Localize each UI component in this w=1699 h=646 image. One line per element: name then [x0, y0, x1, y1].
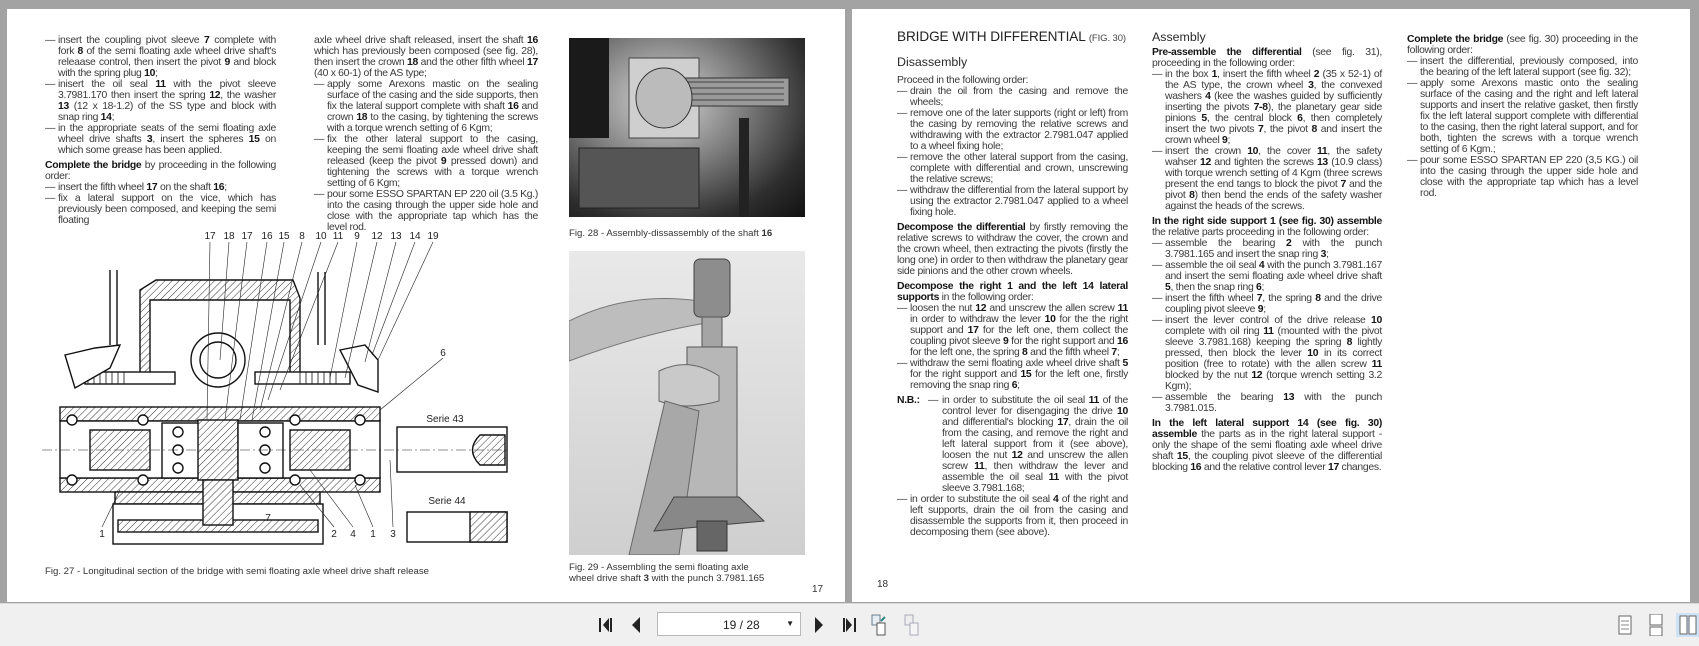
pdf-viewer-toolbar — [0, 603, 1699, 646]
dash-bullet: — — [1152, 293, 1163, 304]
bold-reference: 12 — [1199, 157, 1211, 168]
text-run: (40 x 60-1) of the AS type; — [314, 68, 427, 79]
bold-reference: 7 — [1258, 124, 1264, 135]
text-run: pour some ESSO SPARTAN EP 220 (3,5 KG.) oil into the casing through the upper side hole and close with the appropriate tap which has a level rod. — [1420, 155, 1638, 199]
text-run: in the appropriate seats of the semi floating axle wheel drive shafts — [58, 123, 276, 145]
text-run: for the left one, them collect the coupling pivot sleeve — [910, 325, 1129, 347]
bold-reference: 17 — [527, 57, 538, 68]
dash-bullet: — — [1152, 69, 1163, 80]
bold-reference: 18 — [356, 112, 368, 123]
text-run: , the spring — [1262, 293, 1316, 304]
bold-reference: Decompose the differential — [897, 222, 1026, 233]
list-item — [1152, 69, 1382, 146]
chevron-down-icon: ▼ — [786, 619, 794, 628]
text-run: with the pivot sleeve 3.7981.170 then insert the spring — [58, 79, 276, 101]
dash-bullet: — — [45, 193, 56, 204]
callout: 11 — [332, 231, 344, 242]
text-run: on the shaft — [157, 182, 214, 193]
text-run: ; — [1017, 380, 1020, 391]
text-run: , the pivot — [1263, 124, 1312, 135]
callout: 17 — [204, 231, 216, 242]
paragraph — [1152, 216, 1382, 238]
bold-reference: In the left lateral support 14 (see fig. 30) assemble — [1152, 418, 1382, 440]
list-item — [897, 494, 1128, 538]
bold-reference: 10 — [1371, 315, 1382, 326]
bold-reference: 7 — [1111, 347, 1117, 358]
callout: 2 — [331, 529, 337, 540]
dash-bullet: — — [928, 395, 939, 406]
text-run: in order to withdraw the lever — [910, 314, 1045, 325]
text-run: and differential's blocking — [942, 417, 1058, 428]
callout: 13 — [390, 231, 402, 242]
text-run: axle wheel drive shaft released, insert the shaft — [314, 35, 528, 46]
bold-reference: 7 — [1256, 293, 1263, 304]
dash-bullet: — — [1407, 155, 1418, 166]
text-run: and the fifth wheel — [1027, 347, 1112, 358]
fig-27-caption: Fig. 27 - Longitudinal section of the bridge with semi floating axle wheel drive shaft release — [45, 566, 429, 577]
bold-reference: 8 — [1346, 337, 1353, 348]
bold-reference: 6 — [1297, 113, 1303, 124]
callout: 15 — [278, 231, 290, 242]
bold-reference: 12 — [975, 303, 987, 314]
paragraph — [897, 222, 1128, 277]
bold-reference: 15 — [1176, 451, 1188, 462]
text-run: insert the fifth wheel — [1165, 293, 1257, 304]
text-run: in order to substitute the oil seal — [910, 494, 1054, 505]
text-run: in the following order: — [939, 292, 1034, 303]
bold-reference: 5 — [1122, 358, 1128, 369]
text-run: and tighten the screws — [1210, 157, 1317, 168]
bold-reference: 11 — [1263, 326, 1274, 337]
text-run: with the punch 3.7981.015. — [1165, 392, 1382, 414]
continuous-view-icon — [1649, 614, 1663, 636]
text-run: ) then bend the ends of the safety washer against the heads of the screws. — [1165, 190, 1382, 212]
dash-bullet: — — [897, 86, 908, 97]
text-run: ; — [155, 68, 158, 79]
text-run: remove one of the later supports (right or left) from the casing by removing the relative screws and withdrawing with the extractor 2.7981.047 applied to a wheel fixing hole; — [910, 108, 1128, 152]
page-number-18: 18 — [877, 579, 889, 590]
text-run: ; — [1263, 304, 1266, 315]
bold-reference: 3 — [146, 134, 153, 145]
text-run: (mounted with the pivot sleeve 3.7981.168) keeping the spring — [1165, 326, 1382, 348]
callout: 6 — [440, 348, 446, 359]
bold-reference: 16 — [527, 35, 538, 46]
bold-reference: 10 — [1117, 406, 1128, 417]
bold-reference: 9 — [224, 57, 230, 68]
list-item — [1407, 56, 1638, 78]
list-item — [1152, 238, 1382, 260]
text-run: in its correct position (free to rotate) with the allen screw — [1165, 348, 1382, 370]
text-run: (kee the washes guided by sufficiently inserting the pivots — [1165, 91, 1382, 113]
section-title — [897, 29, 1126, 44]
text-run: ; — [1227, 135, 1231, 146]
text-run: to the casing, by tightening the screws with a torque wrench setting of 6 Kgm; — [327, 112, 538, 134]
text-run: for the right support and — [1008, 336, 1118, 347]
bold-reference: 10 — [1307, 348, 1319, 359]
text-run: , then completely insert the two pivots — [1165, 113, 1382, 135]
bold-reference: 17 — [1328, 462, 1339, 473]
dash-bullet: — — [45, 182, 56, 193]
callout: 19 — [427, 231, 439, 242]
callout: 12 — [371, 231, 383, 242]
dash-bullet: — — [1152, 146, 1163, 157]
bold-reference: Decompose the right 1 and the left 14 lateral supports — [897, 281, 1128, 303]
callout: 8 — [299, 231, 305, 242]
bold-reference: 9 — [440, 156, 447, 167]
text-run: , the cover — [1258, 146, 1318, 157]
nota-bene — [897, 395, 1128, 494]
last-page-button[interactable] — [838, 615, 860, 635]
text-run: with the punch 3.7981.167 and insert the semi floating axle wheel drive shaft — [1165, 260, 1382, 282]
text-run: withdraw the differential from the lateral support by using the extractor 2.7981.047 applied to a wheel fixing hole. — [910, 185, 1128, 218]
first-page-icon — [597, 616, 615, 634]
dash-bullet: — — [1152, 315, 1163, 326]
bold-reference: 4 — [1258, 260, 1265, 271]
text-run: , insert the fifth wheel — [1217, 69, 1314, 80]
text-run: , then the snap ring — [1170, 282, 1257, 293]
bold-reference: 10 — [1247, 146, 1259, 157]
text-run: , the central block — [1206, 113, 1298, 124]
dash-bullet: — — [45, 123, 56, 134]
text-run: insert the coupling pivot sleeve — [58, 35, 204, 46]
bold-reference: 13 — [1316, 157, 1328, 168]
callout: 1 — [99, 529, 105, 540]
bold-reference: 16 — [1117, 336, 1128, 347]
bold-reference: 11 — [974, 461, 985, 472]
text-run: and unscrew the allen screw — [942, 450, 1129, 472]
bold-reference: 14 — [100, 112, 112, 123]
page-18 — [852, 9, 1690, 602]
right-text-column-2 — [1152, 47, 1382, 473]
text-run: , the washer — [220, 90, 276, 101]
bold-reference: 16 — [213, 182, 225, 193]
bold-reference: 6 — [1011, 380, 1018, 391]
paragraph — [897, 75, 1128, 86]
paragraph — [897, 281, 1128, 303]
callout: 9 — [354, 231, 360, 242]
bold-reference: 4 — [1053, 494, 1059, 505]
bold-reference: 2 — [1313, 69, 1320, 80]
go-back-icon — [871, 614, 889, 636]
first-page-button[interactable] — [596, 615, 616, 635]
text-run: assemble the bearing — [1165, 238, 1287, 249]
text-run: fix the other lateral support to the casing, keeping the semi floating axle wheel drive shaft released (keep the pivot — [327, 134, 538, 167]
text-run: ; — [1261, 282, 1265, 293]
bold-reference: 7-8 — [1253, 102, 1268, 113]
text-run: , the coupling pivot sleeve of the differential blocking — [1152, 451, 1382, 473]
serie-44-label: Serie 44 — [428, 496, 466, 507]
bold-reference: 8 — [1189, 190, 1195, 201]
bold-reference: 8 — [77, 46, 84, 57]
text-run: and block with the spring plug — [58, 57, 277, 79]
bold-reference: 10 — [144, 68, 156, 79]
right-text-column-3 — [1407, 34, 1638, 199]
section-title-text: BRIDGE WITH DIFFERENTIAL — [897, 29, 1086, 44]
paragraph — [1152, 47, 1382, 69]
text-run: for the right support and — [910, 369, 1021, 380]
list-item — [897, 86, 1128, 108]
callout: 7 — [265, 513, 271, 524]
text-run: of the semi floating axle wheel drive shaft's releaase control, then insert the pivot — [58, 46, 276, 68]
list-item — [1152, 392, 1382, 414]
bold-reference: 8 — [1022, 347, 1028, 358]
text-run: assemble the bearing — [1165, 392, 1284, 403]
bold-reference: 15 — [248, 134, 260, 145]
text-run: , the safety wahser — [1165, 146, 1382, 168]
text-run: insert the differential, previously composed, into the bearing of the left lateral support (see fig. 32); — [1420, 56, 1638, 78]
dash-bullet: — — [1407, 56, 1418, 67]
text-run: (35 x 52-1) of the AS type, the crown wheel — [1165, 69, 1383, 91]
bold-reference: 9 — [1222, 135, 1228, 146]
bold-reference: 17 — [967, 325, 979, 336]
text-run: blocked by the nut — [1165, 370, 1252, 381]
text-run: and unscrew the allen screw — [986, 303, 1118, 314]
text-run: (see fig. 30) proceeding in the following order: — [1407, 34, 1638, 56]
bold-reference: 11 — [155, 79, 166, 90]
text-run: in the box — [1165, 69, 1212, 80]
bold-reference: 17 — [1057, 417, 1069, 428]
page-number-17: 17 — [812, 584, 824, 595]
list-item — [1152, 293, 1382, 315]
fig-27-cross-section-diagram — [0, 0, 850, 600]
text-run: Proceed in the following order: — [897, 75, 1029, 86]
dash-bullet: — — [45, 35, 56, 46]
text-run: complete with oil ring — [1165, 326, 1264, 337]
text-run: (10.9 class) with torque wrench setting of 4 Kgm (three screws present the end tangs to block the pivot — [1165, 157, 1382, 190]
callout: 18 — [223, 231, 235, 242]
text-run: ), the planetary gear side pinions — [1165, 102, 1382, 124]
go-forward-icon — [904, 614, 922, 636]
text-run: and the relative control lever — [1201, 462, 1328, 473]
bold-reference: 18 — [407, 57, 418, 68]
text-run: Fig. 29 - Assembling the semi floating axle wheel drive shaft — [569, 562, 749, 584]
bold-reference: 16 — [761, 228, 773, 239]
serie-43-label: Serie 43 — [426, 414, 464, 425]
text-run: (see fig. 31), proceeding in the following order: — [1152, 47, 1383, 69]
bold-reference: Complete the bridge — [1407, 34, 1504, 45]
text-run: (torque wrench setting 3.2 Kgm); — [1165, 370, 1382, 392]
text-run: and the other fifth wheel — [418, 57, 528, 68]
list-item — [897, 358, 1128, 391]
text-run: pressed down) and tightening the screws with a torque wrench setting of 6 Kgm; — [327, 156, 538, 189]
continuous-view-button[interactable] — [1646, 615, 1666, 635]
nb-label: N.B.: — [897, 395, 920, 406]
text-run: of the right and left supports, drain the oil from the casing and disassemble the supports from it, then proceed in decomposing them (see above). — [910, 494, 1129, 538]
text-run: drain the oil from the casing and remove the wheels; — [910, 86, 1128, 108]
text-run: and crown — [327, 101, 538, 123]
dash-bullet: — — [1152, 238, 1163, 249]
list-item — [897, 303, 1128, 358]
bold-reference: Complete the bridge — [45, 160, 142, 171]
dash-bullet: — — [1152, 260, 1163, 271]
paragraph — [1407, 34, 1638, 56]
bold-reference: 11 — [1317, 146, 1328, 157]
bold-reference: 16 — [1190, 462, 1202, 473]
paragraph — [1152, 418, 1382, 473]
bold-reference: 4 — [1205, 91, 1211, 102]
dash-bullet: — — [314, 189, 325, 200]
text-run: and insert the crown wheel — [1165, 124, 1382, 146]
text-run: fix a lateral support on the vice, which has previously been composed, and keeping the semi floating — [58, 193, 276, 226]
text-run: for the left one, the spring — [910, 347, 1023, 358]
bold-reference: 16 — [507, 101, 519, 112]
bold-reference: 15 — [1020, 369, 1032, 380]
bold-reference: 13 — [58, 101, 69, 112]
bold-reference: 11 — [1117, 303, 1128, 314]
list-item — [1407, 155, 1638, 199]
text-run: the relative parts proceeding in the following order: — [1152, 227, 1369, 238]
dash-bullet: — — [314, 79, 325, 90]
list-item — [1152, 315, 1382, 392]
bold-reference: 5 — [1201, 113, 1207, 124]
bold-reference: 3 — [1320, 249, 1327, 260]
bold-reference: In the right side support 1 (see fig. 30) assemble — [1152, 216, 1382, 227]
bold-reference: 3 — [643, 573, 649, 584]
section-title-figure-ref: (FIG. 30) — [1088, 33, 1126, 44]
text-run: assemble the oil seal — [1165, 260, 1259, 271]
bold-reference: 1 — [1211, 69, 1218, 80]
text-run: apply some Arexons mastic on the sealing surface of the casing and the side supports, then fix the lateral support complete with shaft — [327, 79, 538, 112]
go-forward-button[interactable] — [902, 615, 924, 635]
list-item — [1152, 260, 1382, 293]
bold-reference: 12 — [1011, 450, 1023, 461]
previous-page-button[interactable] — [626, 615, 646, 635]
text-run: inisert the oil seal — [58, 79, 156, 90]
text-run: the parts as in the right lateral support - only the shape of the semi floating axle wheel drive shaft — [1152, 429, 1382, 462]
text-run: ; — [111, 112, 115, 123]
text-run: for the the right support and — [910, 314, 1128, 336]
list-item — [897, 152, 1128, 185]
page-indicator: 19 / 28 — [723, 618, 760, 632]
bold-reference: 10 — [1044, 314, 1056, 325]
next-page-icon — [812, 616, 826, 634]
text-run: , insert the spheres — [152, 134, 249, 145]
callout: 16 — [261, 231, 273, 242]
dash-bullet: — — [1407, 78, 1418, 89]
callout: 4 — [350, 529, 356, 540]
text-run: apply some Arexons mastic onto the sealing surface of the casing and the right and left lateral supports and insert the relative gasket, then firstly fix the left lateral support complete with differential to the casing, then the right lateral support, and for both, tighten the screws with a torque wrench setting of 6 Kgm.; — [1420, 78, 1638, 155]
two-page-view-button[interactable] — [1676, 613, 1699, 637]
callout: 1 — [370, 529, 376, 540]
text-run: insert the fifth wheel — [58, 182, 147, 193]
single-page-view-button[interactable] — [1615, 615, 1635, 635]
next-page-button[interactable] — [810, 615, 828, 635]
callout: 14 — [409, 231, 421, 242]
bold-reference: 11 — [1048, 472, 1059, 483]
bold-reference: 17 — [146, 182, 158, 193]
list-item — [897, 108, 1128, 152]
bold-reference: 8 — [1311, 124, 1317, 135]
text-run: on which some grease has been applied. — [58, 134, 276, 156]
callout: 17 — [241, 231, 253, 242]
single-page-view-icon — [1618, 615, 1632, 635]
text-run: loosen the nut — [910, 303, 976, 314]
dash-bullet: — — [897, 494, 908, 505]
bold-reference: 8 — [1315, 293, 1321, 304]
text-run: and the drive coupling pivot sleeve — [1165, 293, 1382, 315]
text-run: , the convexed washers — [1165, 80, 1382, 102]
bold-reference: 6 — [1256, 282, 1262, 293]
text-run: ; — [224, 182, 227, 193]
text-run: insert the lever control of the drive release — [1165, 315, 1372, 326]
text-run: in order to substitute the oil seal — [942, 395, 1089, 406]
bold-reference: 11 — [1371, 359, 1382, 370]
text-run: insert the crown — [1165, 146, 1248, 157]
text-run: (12 x 18-1.2) of the SS type and block with snap ring — [58, 101, 276, 123]
disassembly-heading: Disassembly — [897, 55, 968, 69]
text-run: of the control lever for disengaging the drive — [942, 395, 1128, 417]
bold-reference: 9 — [1003, 336, 1009, 347]
text-run: by firstly removing the relative screws to withdraw the cover, the crown and the crown wheel, then extracting the pivots (firstly the long one) in order to then withdraw the planetary gear side pinions and the other crown wheels. — [897, 222, 1128, 277]
dash-bullet: — — [1152, 392, 1163, 403]
callout: 10 — [315, 231, 327, 242]
bold-reference: 12 — [209, 90, 221, 101]
assembly-heading: Assembly — [1152, 30, 1206, 44]
text-run: changes. — [1338, 462, 1382, 473]
previous-page-icon — [629, 616, 643, 634]
list-item — [1407, 78, 1638, 155]
text-run: with the punch 3.7981.165 — [649, 573, 765, 584]
bold-reference: 9 — [1257, 304, 1264, 315]
text-run: withdraw the semi floating axle wheel drive shaft — [910, 358, 1123, 369]
dash-bullet: — — [897, 303, 908, 314]
text-run: ; — [1116, 347, 1120, 358]
bold-reference: 12 — [1251, 370, 1263, 381]
bold-reference: 5 — [1165, 282, 1171, 293]
bold-reference: 7 — [203, 35, 210, 46]
text-run: lightly pressed, then block the lever — [1165, 337, 1382, 359]
go-back-button[interactable] — [869, 615, 891, 635]
text-run: which has previously been composed (see fig. 28), then insert the crown — [314, 46, 538, 68]
dash-bullet: — — [897, 152, 908, 163]
bold-reference: 3 — [1308, 80, 1314, 91]
text-run: pour some ESSO SPARTAN EP 220 oil (3.5 Kg.) into the casing through the upper side hole and close with the appropriate tap which has the level rod. — [327, 189, 538, 233]
bold-reference: Pre-assemble the differential — [1152, 47, 1302, 58]
text-run: Fig. 28 - Assembly-dissassembly of the shaft — [569, 228, 762, 239]
text-run: by proceeding in the following order: — [45, 160, 276, 182]
text-run: remove the other lateral support from the casing, complete with differential and crown, unscrewing the relative screws; — [910, 152, 1128, 185]
right-text-column-1 — [897, 75, 1128, 538]
text-run: , then withdraw the lever and assemble the oil seal — [942, 461, 1128, 483]
last-page-icon — [840, 616, 858, 634]
dash-bullet: — — [897, 358, 908, 369]
bold-reference: 2 — [1286, 238, 1292, 249]
bold-reference: 13 — [1283, 392, 1295, 403]
text-run: and the pivot — [1165, 179, 1383, 201]
text-run: ; — [1326, 249, 1329, 260]
list-item — [897, 185, 1128, 218]
dash-bullet: — — [897, 108, 908, 119]
two-page-view-icon — [1679, 615, 1697, 635]
page-number-select[interactable] — [657, 612, 801, 636]
dash-bullet: — — [897, 185, 908, 196]
list-item — [1152, 146, 1382, 212]
text-run: complete with fork — [58, 35, 276, 57]
dash-bullet: — — [314, 134, 325, 145]
dash-bullet: — — [45, 79, 56, 90]
text-run: with the pivot sleeve 3.7981.168; — [942, 472, 1128, 494]
text-run: for the left one, firstly removing the snap ring — [910, 369, 1128, 391]
callout: 3 — [390, 529, 396, 540]
text-run: , drain the oil from the casing, and remove the right and left lateral support from it (see above), loosen the nut — [942, 417, 1128, 461]
bold-reference: 11 — [1088, 395, 1099, 406]
text-run: with the punch 3.7981.165 and insert the snap ring — [1165, 238, 1382, 260]
bold-reference: 7 — [1340, 179, 1346, 190]
